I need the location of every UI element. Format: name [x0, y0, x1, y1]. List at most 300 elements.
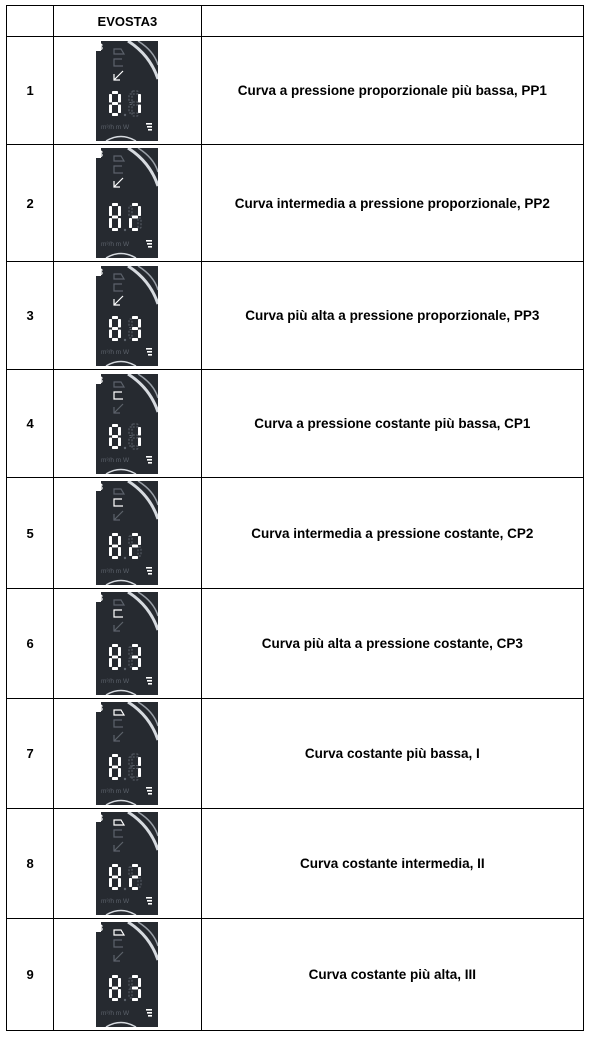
segment-f: [129, 647, 132, 656]
signal-bar: [148, 903, 152, 905]
segment-b: [138, 94, 141, 103]
segment-c: [138, 547, 141, 556]
constant-curve-icon: [114, 710, 124, 715]
signal-bar: [147, 680, 152, 682]
segment-b: [118, 647, 121, 656]
constant-pressure-icon: [114, 830, 123, 837]
signal-bar: [147, 459, 152, 461]
display-image-cell: [54, 478, 202, 589]
signal-bar: [147, 351, 152, 353]
mode-number: 3: [7, 262, 54, 370]
signal-bar: [146, 123, 152, 125]
segment-g: [112, 876, 118, 879]
segment-f: [109, 757, 112, 766]
segment-f: [129, 319, 132, 328]
decimal-point: [124, 446, 126, 448]
segment-e: [129, 658, 132, 667]
constant-curve-icon: [114, 49, 124, 54]
dim-digit: [109, 975, 121, 1001]
segment-a: [132, 316, 138, 319]
segment-b: [118, 319, 121, 328]
segment-a: [132, 975, 138, 978]
segment-b: [138, 978, 141, 987]
segment-g: [132, 987, 138, 990]
proportional-pressure-icon: [114, 404, 123, 413]
mode-number: 7: [7, 699, 54, 809]
segment-e: [129, 329, 132, 338]
decimal-point: [124, 888, 126, 890]
dim-digit: [109, 316, 121, 341]
dim-digit: [109, 644, 121, 670]
segment-f: [129, 427, 132, 436]
segment-g: [132, 876, 138, 879]
segment-e: [109, 437, 112, 446]
mode-row: [7, 589, 584, 699]
mode-number: 9: [7, 919, 54, 1031]
decor-arc-outer: [128, 481, 158, 519]
speed-digit: [129, 644, 141, 670]
segment-a: [132, 644, 138, 647]
proportional-pressure-icon: [114, 296, 123, 305]
dim-digit: [109, 91, 121, 116]
segment-e: [129, 989, 132, 998]
pump-display-graphic: [96, 922, 158, 1027]
segment-a: [112, 424, 118, 427]
signal-bar: [146, 897, 152, 899]
segment-a: [132, 864, 138, 867]
brand-glyph: 3: [98, 41, 104, 52]
mode-number: 6: [7, 589, 54, 699]
speed-digit: [129, 203, 141, 231]
segment-g: [112, 545, 118, 548]
segment-c: [138, 437, 141, 446]
segment-c: [138, 218, 141, 228]
decor-arc-outer: [128, 592, 158, 630]
segment-d: [112, 998, 118, 1001]
decimal-point: [124, 338, 126, 340]
segment-g: [112, 656, 118, 659]
segment-d: [132, 228, 138, 231]
decor-bottom-arc: [106, 801, 136, 806]
signal-bar: [146, 240, 152, 242]
segment-d: [112, 338, 118, 341]
signal-bar: [148, 1015, 152, 1017]
display-image-cell: [54, 262, 202, 370]
segment-b: [138, 206, 141, 216]
constant-pressure-icon: [114, 59, 123, 66]
constant-curve-icon: [114, 930, 124, 935]
segment-d: [132, 556, 138, 559]
segment-d: [112, 556, 118, 559]
decimal-point: [124, 229, 126, 231]
segment-b: [118, 978, 121, 987]
proportional-pressure-icon: [114, 622, 123, 631]
segment-g: [132, 766, 138, 769]
constant-curve-icon: [114, 820, 124, 825]
mode-row: [7, 262, 584, 370]
mode-row: [7, 809, 584, 919]
segment-a: [112, 864, 118, 867]
pump-display-graphic: [96, 481, 158, 585]
pump-display-screen: [96, 41, 158, 141]
display-image-cell: [54, 37, 202, 145]
signal-bar: [148, 793, 152, 795]
pump-display-screen: [96, 702, 158, 805]
decimal-point: [124, 113, 126, 115]
segment-g: [112, 435, 118, 438]
segment-a: [132, 424, 138, 427]
mode-row: [7, 919, 584, 1031]
decor-bottom-arc: [106, 691, 136, 696]
decor-arc-outer: [128, 702, 158, 740]
segment-c: [118, 768, 121, 777]
proportional-pressure-icon: [114, 952, 123, 961]
segment-c: [118, 218, 121, 228]
pump-display-screen: [96, 592, 158, 695]
mode-number: 5: [7, 478, 54, 589]
signal-bar: [148, 129, 152, 131]
segment-c: [118, 878, 121, 887]
segment-c: [118, 437, 121, 446]
pump-display-graphic: [96, 702, 158, 805]
mode-row: [7, 145, 584, 262]
segment-b: [118, 867, 121, 876]
segment-b: [138, 867, 141, 876]
segment-d: [132, 338, 138, 341]
segment-c: [138, 878, 141, 887]
segment-c: [138, 768, 141, 777]
decor-arc-outer: [128, 922, 158, 960]
segment-e: [129, 547, 132, 556]
speed-digit: [129, 91, 141, 116]
decimal-point: [124, 999, 126, 1001]
segment-d: [112, 777, 118, 780]
brand-glyph: 3: [98, 374, 104, 385]
constant-pressure-icon: [114, 940, 123, 947]
speed-digit: [129, 754, 141, 780]
dim-digit: [109, 203, 121, 231]
segment-g: [132, 435, 138, 438]
segment-b: [118, 206, 121, 216]
brand-glyph: 3: [98, 703, 104, 713]
segment-f: [129, 536, 132, 545]
mode-number: 4: [7, 370, 54, 478]
decor-arc-outer: [128, 148, 158, 186]
segment-c: [138, 658, 141, 667]
segment-g: [112, 216, 118, 219]
signal-bar: [148, 462, 152, 464]
dim-digit: [109, 864, 121, 890]
segment-g: [132, 327, 138, 330]
segment-c: [118, 104, 121, 113]
pump-display-graphic: [96, 592, 158, 695]
constant-pressure-icon: [114, 392, 123, 399]
segment-c: [138, 989, 141, 998]
signal-bar: [147, 243, 152, 245]
brand-glyph: 3: [98, 149, 104, 159]
decor-arc-outer: [128, 266, 158, 304]
signal-bar: [148, 573, 152, 575]
mode-description: Curva costante più alta, III: [201, 919, 583, 1031]
segment-a: [112, 316, 118, 319]
display-image-cell: [54, 809, 202, 919]
pump-display-screen: [96, 922, 158, 1027]
segment-a: [132, 203, 138, 206]
pump-display-graphic: [96, 374, 158, 474]
speed-digit: [129, 864, 141, 890]
mode-row: [7, 478, 584, 589]
segment-f: [109, 978, 112, 987]
units-label: m³/h m W: [101, 348, 130, 356]
display-image-cell: [54, 919, 202, 1031]
brand-glyph: 3: [98, 593, 104, 603]
mode-description: Curva a pressione proporzionale più bassa, PP1: [201, 37, 583, 145]
segment-f: [129, 206, 132, 216]
segment-d: [132, 113, 138, 116]
signal-bar: [148, 683, 152, 685]
units-label: m³/h m W: [101, 568, 130, 575]
segment-a: [112, 644, 118, 647]
mode-description: Curva a pressione costante più bassa, CP1: [201, 370, 583, 478]
signal-bar: [148, 246, 152, 248]
signal-bar: [147, 790, 152, 792]
display-image-cell: [54, 589, 202, 699]
segment-f: [109, 94, 112, 103]
segment-d: [112, 887, 118, 890]
decor-bottom-arc: [106, 911, 136, 916]
dim-digit: [109, 533, 121, 559]
units-label: m³/h m W: [101, 456, 130, 464]
segment-g: [132, 545, 138, 548]
decimal-point: [124, 668, 126, 670]
segment-e: [129, 437, 132, 446]
speed-digit: [129, 533, 141, 559]
segment-a: [112, 533, 118, 536]
decor-arc-outer: [128, 374, 158, 412]
proportional-pressure-icon: [114, 842, 123, 851]
segment-a: [112, 203, 118, 206]
constant-curve-icon: [114, 156, 124, 161]
segment-d: [112, 113, 118, 116]
constant-pressure-icon: [114, 720, 123, 727]
units-label: m³/h m W: [101, 1010, 130, 1017]
segment-e: [109, 104, 112, 113]
brand-glyph: 3: [98, 923, 104, 933]
display-image-cell: [54, 145, 202, 262]
segment-d: [132, 777, 138, 780]
mode-number: 8: [7, 809, 54, 919]
segment-d: [132, 667, 138, 670]
segment-e: [129, 104, 132, 113]
segment-f: [109, 536, 112, 545]
segment-c: [118, 989, 121, 998]
signal-bar: [147, 570, 152, 572]
segment-e: [129, 768, 132, 777]
segment-f: [109, 427, 112, 436]
constant-pressure-icon: [114, 610, 123, 617]
signal-bar: [147, 1012, 152, 1014]
segment-d: [132, 446, 138, 449]
decor-bottom-arc: [106, 254, 136, 259]
decor-bottom-arc: [106, 581, 136, 586]
segment-g: [112, 102, 118, 105]
segment-f: [109, 867, 112, 876]
pump-display-graphic: [96, 812, 158, 915]
decor-arc-outer: [128, 812, 158, 850]
segment-c: [118, 547, 121, 556]
header-description-cell: [201, 6, 583, 37]
segment-d: [132, 887, 138, 890]
speed-digit: [129, 975, 141, 1001]
proportional-pressure-icon: [114, 511, 123, 520]
pump-display-graphic: [96, 148, 158, 258]
mode-number: 1: [7, 37, 54, 145]
decor-bottom-arc: [106, 469, 136, 474]
decor-arc-outer: [128, 41, 158, 79]
proportional-pressure-icon: [114, 178, 123, 187]
mode-description: Curva costante intermedia, II: [201, 809, 583, 919]
constant-pressure-icon: [114, 284, 123, 291]
mode-description: Curva più alta a pressione proporzionale, PP3: [201, 262, 583, 370]
units-label: m³/h m W: [101, 241, 130, 248]
segment-d: [132, 998, 138, 1001]
segment-d: [112, 667, 118, 670]
segment-b: [138, 536, 141, 545]
speed-digit: [129, 424, 141, 449]
segment-e: [109, 768, 112, 777]
segment-f: [109, 206, 112, 216]
units-label: m³/h m W: [101, 898, 130, 905]
segment-a: [112, 91, 118, 94]
segment-d: [112, 228, 118, 231]
constant-curve-icon: [114, 600, 124, 605]
segment-b: [118, 427, 121, 436]
mode-description: Curva più alta a pressione costante, CP3: [201, 589, 583, 699]
segment-a: [132, 533, 138, 536]
signal-bar: [146, 1009, 152, 1011]
brand-glyph: 3: [98, 482, 104, 492]
segment-b: [138, 427, 141, 436]
mode-description: Curva intermedia a pressione costante, CP2: [201, 478, 583, 589]
segment-a: [112, 754, 118, 757]
pump-display-screen: [96, 148, 158, 258]
header-number-cell: [7, 6, 54, 37]
signal-bar: [146, 787, 152, 789]
signal-bar: [147, 126, 152, 128]
signal-bar: [148, 354, 152, 356]
segment-a: [132, 754, 138, 757]
segment-c: [138, 104, 141, 113]
mode-row: [7, 699, 584, 809]
constant-pressure-icon: [114, 499, 123, 506]
segment-a: [112, 975, 118, 978]
segment-g: [132, 656, 138, 659]
segment-f: [129, 978, 132, 987]
segment-g: [112, 327, 118, 330]
brand-glyph: 3: [98, 266, 104, 277]
signal-bar: [147, 900, 152, 902]
signal-bar: [146, 677, 152, 679]
brand-glyph: 3: [98, 813, 104, 823]
segment-f: [129, 94, 132, 103]
pump-display-screen: [96, 266, 158, 366]
mode-description: Curva intermedia a pressione proporzionale, PP2: [201, 145, 583, 262]
constant-pressure-icon: [114, 166, 123, 173]
units-label: m³/h m W: [101, 788, 130, 795]
segment-e: [109, 218, 112, 228]
pump-display-screen: [96, 481, 158, 585]
segment-e: [109, 989, 112, 998]
pump-display-graphic: [96, 266, 158, 366]
segment-g: [112, 766, 118, 769]
segment-f: [109, 647, 112, 656]
mode-row: [7, 37, 584, 145]
dim-digit: [109, 424, 121, 449]
segment-d: [112, 446, 118, 449]
segment-b: [118, 536, 121, 545]
signal-bar: [146, 456, 152, 458]
units-label: m³/h m W: [101, 123, 130, 131]
segment-b: [138, 647, 141, 656]
segment-b: [138, 757, 141, 766]
display-image-cell: [54, 370, 202, 478]
mode-row: [7, 370, 584, 478]
segment-a: [132, 91, 138, 94]
table-header-row: [7, 6, 584, 37]
segment-c: [118, 658, 121, 667]
segment-g: [132, 102, 138, 105]
constant-curve-icon: [114, 274, 124, 279]
signal-bar: [146, 348, 152, 350]
segment-c: [138, 329, 141, 338]
segment-g: [132, 216, 138, 219]
constant-curve-icon: [114, 382, 124, 387]
proportional-pressure-icon: [114, 732, 123, 741]
segment-f: [129, 867, 132, 876]
segment-f: [109, 319, 112, 328]
constant-curve-icon: [114, 489, 124, 494]
dim-digit: [109, 754, 121, 780]
display-image-cell: [54, 699, 202, 809]
pump-modes-table: [6, 5, 584, 1031]
segment-e: [109, 329, 112, 338]
segment-f: [129, 757, 132, 766]
decor-bottom-arc: [106, 361, 136, 366]
segment-e: [109, 658, 112, 667]
decimal-point: [124, 557, 126, 559]
decor-bottom-arc: [106, 1023, 136, 1028]
speed-digit: [129, 316, 141, 341]
decimal-point: [124, 778, 126, 780]
segment-e: [109, 878, 112, 887]
pump-display-graphic: [96, 41, 158, 141]
segment-b: [118, 757, 121, 766]
segment-b: [138, 319, 141, 328]
segment-e: [129, 878, 132, 887]
segment-c: [118, 329, 121, 338]
mode-number: 2: [7, 145, 54, 262]
pump-display-screen: [96, 812, 158, 915]
segment-e: [129, 218, 132, 228]
header-model-cell: EVOSTA3: [54, 6, 202, 37]
segment-g: [112, 987, 118, 990]
units-label: m³/h m W: [101, 678, 130, 685]
segment-b: [118, 94, 121, 103]
pump-display-screen: [96, 374, 158, 474]
segment-e: [109, 547, 112, 556]
mode-description: Curva costante più bassa, I: [201, 699, 583, 809]
signal-bar: [146, 567, 152, 569]
